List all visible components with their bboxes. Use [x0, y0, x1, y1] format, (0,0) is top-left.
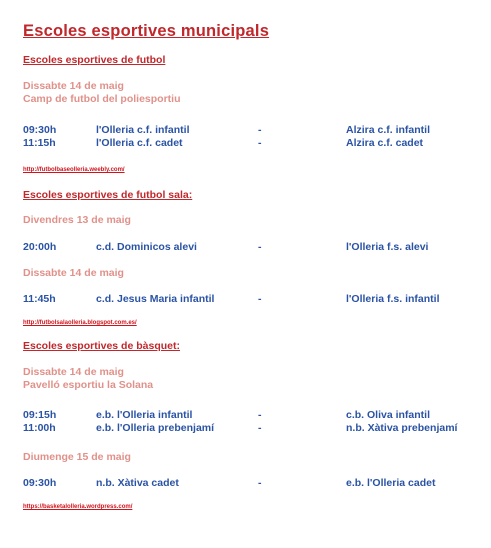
section-heading-futbol: Escoles esportives de futbol	[23, 54, 166, 66]
match-row	[0, 124, 491, 136]
home-team: l'Olleria c.f. cadet	[96, 137, 183, 149]
basquet-website-link[interactable]: https://basketalolleria.wordpress.com/	[23, 504, 133, 510]
versus-separator: -	[258, 422, 262, 434]
away-team: Alzira c.f. cadet	[346, 137, 424, 149]
match-time: 09:30h	[23, 477, 57, 489]
section-heading-basquet: Escoles esportives de bàsquet:	[23, 340, 180, 352]
away-team: Alzira c.f. infantil	[346, 124, 431, 136]
match-time: 11:45h	[23, 293, 56, 305]
match-row	[0, 137, 491, 149]
event-date: Dissabte 14 de maig	[23, 366, 124, 378]
event-venue: Pavelló esportiu la Solana	[23, 379, 154, 391]
futbol-website-link[interactable]: http://futbolbaseolleria.weebly.com/	[23, 167, 125, 173]
match-time: 09:30h	[23, 124, 57, 136]
versus-separator: -	[258, 293, 262, 305]
match-row	[0, 241, 491, 253]
away-team: l'Olleria f.s. infantil	[346, 293, 440, 305]
event-date: Dissabte 14 de maig	[23, 80, 124, 92]
versus-separator: -	[258, 241, 262, 253]
event-date: Diumenge 15 de maig	[23, 451, 131, 463]
match-row	[0, 409, 491, 421]
home-team: n.b. Xàtiva cadet	[96, 477, 179, 489]
home-team: c.d. Dominicos alevi	[96, 241, 197, 253]
match-time: 20:00h	[23, 241, 57, 253]
section-heading-futbol-sala: Escoles esportives de futbol sala:	[23, 189, 193, 201]
versus-separator: -	[258, 124, 262, 136]
versus-separator: -	[258, 137, 262, 149]
away-team: n.b. Xàtiva prebenjamí	[346, 422, 458, 434]
match-row	[0, 293, 491, 305]
match-row	[0, 422, 491, 434]
match-row	[0, 477, 491, 489]
event-venue: Camp de futbol del poliesportiu	[23, 93, 181, 105]
away-team: e.b. l'Olleria cadet	[346, 477, 436, 489]
match-time: 09:15h	[23, 409, 57, 421]
home-team: c.d. Jesus Maria infantil	[96, 293, 215, 305]
event-date: Divendres 13 de maig	[23, 214, 131, 226]
versus-separator: -	[258, 477, 262, 489]
away-team: c.b. Oliva infantil	[346, 409, 431, 421]
home-team: l'Olleria c.f. infantil	[96, 124, 190, 136]
futbol-sala-website-link[interactable]: http://futbolsalaolleria.blogspot.com.es/	[23, 320, 137, 326]
away-team: l'Olleria f.s. alevi	[346, 241, 429, 253]
home-team: e.b. l'Olleria infantil	[96, 409, 193, 421]
page-title: Escoles esportives municipals	[23, 22, 270, 40]
home-team: e.b. l'Olleria prebenjamí	[96, 422, 215, 434]
event-date: Dissabte 14 de maig	[23, 267, 124, 279]
match-time: 11:15h	[23, 137, 56, 149]
match-time: 11:00h	[23, 422, 56, 434]
versus-separator: -	[258, 409, 262, 421]
